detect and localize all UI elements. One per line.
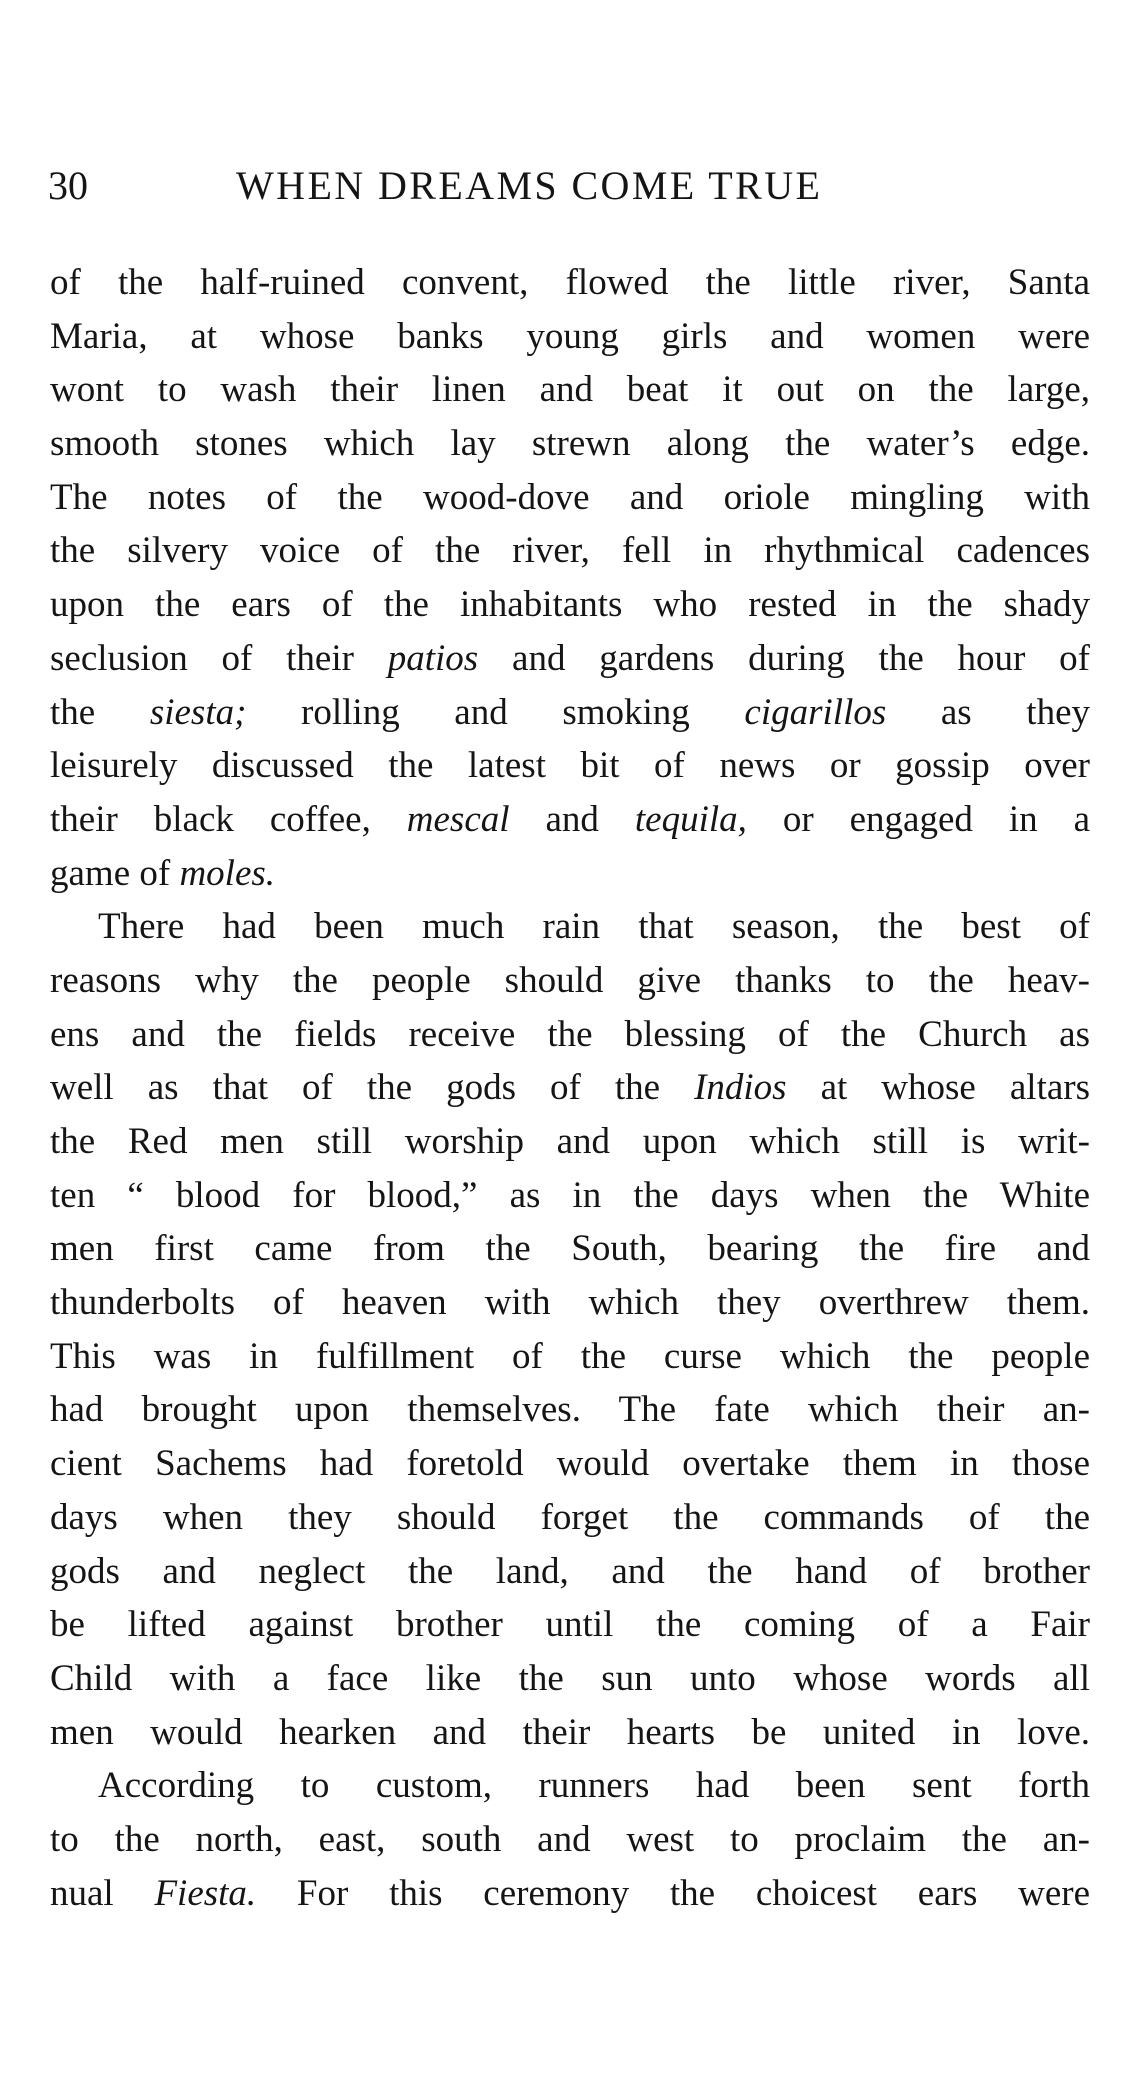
- text-line: Child with a face like the sun unto whose words all: [50, 1657, 1090, 1699]
- text-line: men first came from the South, bearing the fire and: [50, 1228, 1090, 1270]
- text-line: ten “ blood for blood,” as in the days when the White: [50, 1174, 1090, 1216]
- italic-word: cigarillos: [744, 691, 887, 733]
- italic-word: Fiesta.: [154, 1872, 257, 1914]
- text-line: of the half-ruined convent, flowed the little river, Santa: [50, 262, 1090, 303]
- italic-word: patios: [387, 637, 479, 679]
- text-line: men would hearken and their hearts be united in love.: [50, 1711, 1090, 1753]
- text-line: their black coffee, mescal and tequila, or engaged in a: [50, 798, 1090, 840]
- italic-word: mescal: [406, 798, 510, 840]
- body-text: [50, 256, 1090, 1920]
- text-line: According to custom, runners had been sent forth: [98, 1765, 1090, 1807]
- italic-word: moles.: [179, 852, 276, 894]
- text-line: game of moles.: [50, 852, 276, 894]
- text-line: seclusion of their patios and gardens during the hour of: [50, 637, 1090, 679]
- text-line: There had been much rain that season, the best of: [98, 906, 1090, 948]
- italic-word: siesta;: [149, 691, 247, 733]
- text-line: days when they should forget the commands of the: [50, 1496, 1090, 1538]
- text-line: nual Fiesta. For this ceremony the choicest ears were: [50, 1872, 1091, 1914]
- italic-word: tequila,: [634, 798, 747, 840]
- text-line: had brought upon themselves. The fate which their an-: [50, 1389, 1090, 1431]
- text-line: the silvery voice of the river, fell in rhythmical cadences: [50, 530, 1090, 572]
- text-line: The notes of the wood-dove and oriole mingling with: [50, 476, 1090, 518]
- text-line: leisurely discussed the latest bit of news or gossip over: [50, 745, 1090, 787]
- text-line: reasons why the people should give thanks to the heav-: [50, 959, 1090, 1001]
- book-title: WHEN DREAMS COME TRUE: [236, 163, 823, 208]
- text-line: thunderbolts of heaven with which they overthrew them.: [50, 1282, 1090, 1324]
- text-line: the siesta; rolling and smoking cigarillos as they: [50, 691, 1090, 733]
- text-line: the Red men still worship and upon which still is writ-: [50, 1121, 1090, 1162]
- text-line: ens and the fields receive the blessing of the Church as: [50, 1013, 1090, 1055]
- page-number: 30: [48, 163, 88, 208]
- text-line: wont to wash their linen and beat it out on the large,: [50, 369, 1090, 411]
- italic-word: Indios: [694, 1067, 787, 1109]
- text-line: well as that of the gods of the Indios at whose altars: [50, 1067, 1090, 1109]
- text-line: to the north, east, south and west to proclaim the an-: [50, 1818, 1090, 1860]
- text-line: upon the ears of the inhabitants who rested in the shady: [50, 584, 1090, 626]
- text-line: gods and neglect the land, and the hand of brother: [50, 1550, 1090, 1592]
- running-head: [48, 160, 1088, 212]
- text-line: be lifted against brother until the coming of a Fair: [50, 1604, 1090, 1646]
- text-line: cient Sachems had foretold would overtake them in those: [50, 1443, 1090, 1485]
- text-line: This was in fulfillment of the curse which the people: [50, 1335, 1090, 1377]
- text-line: smooth stones which lay strewn along the water’s edge.: [50, 423, 1090, 465]
- text-line: Maria, at whose banks young girls and women were: [50, 315, 1090, 357]
